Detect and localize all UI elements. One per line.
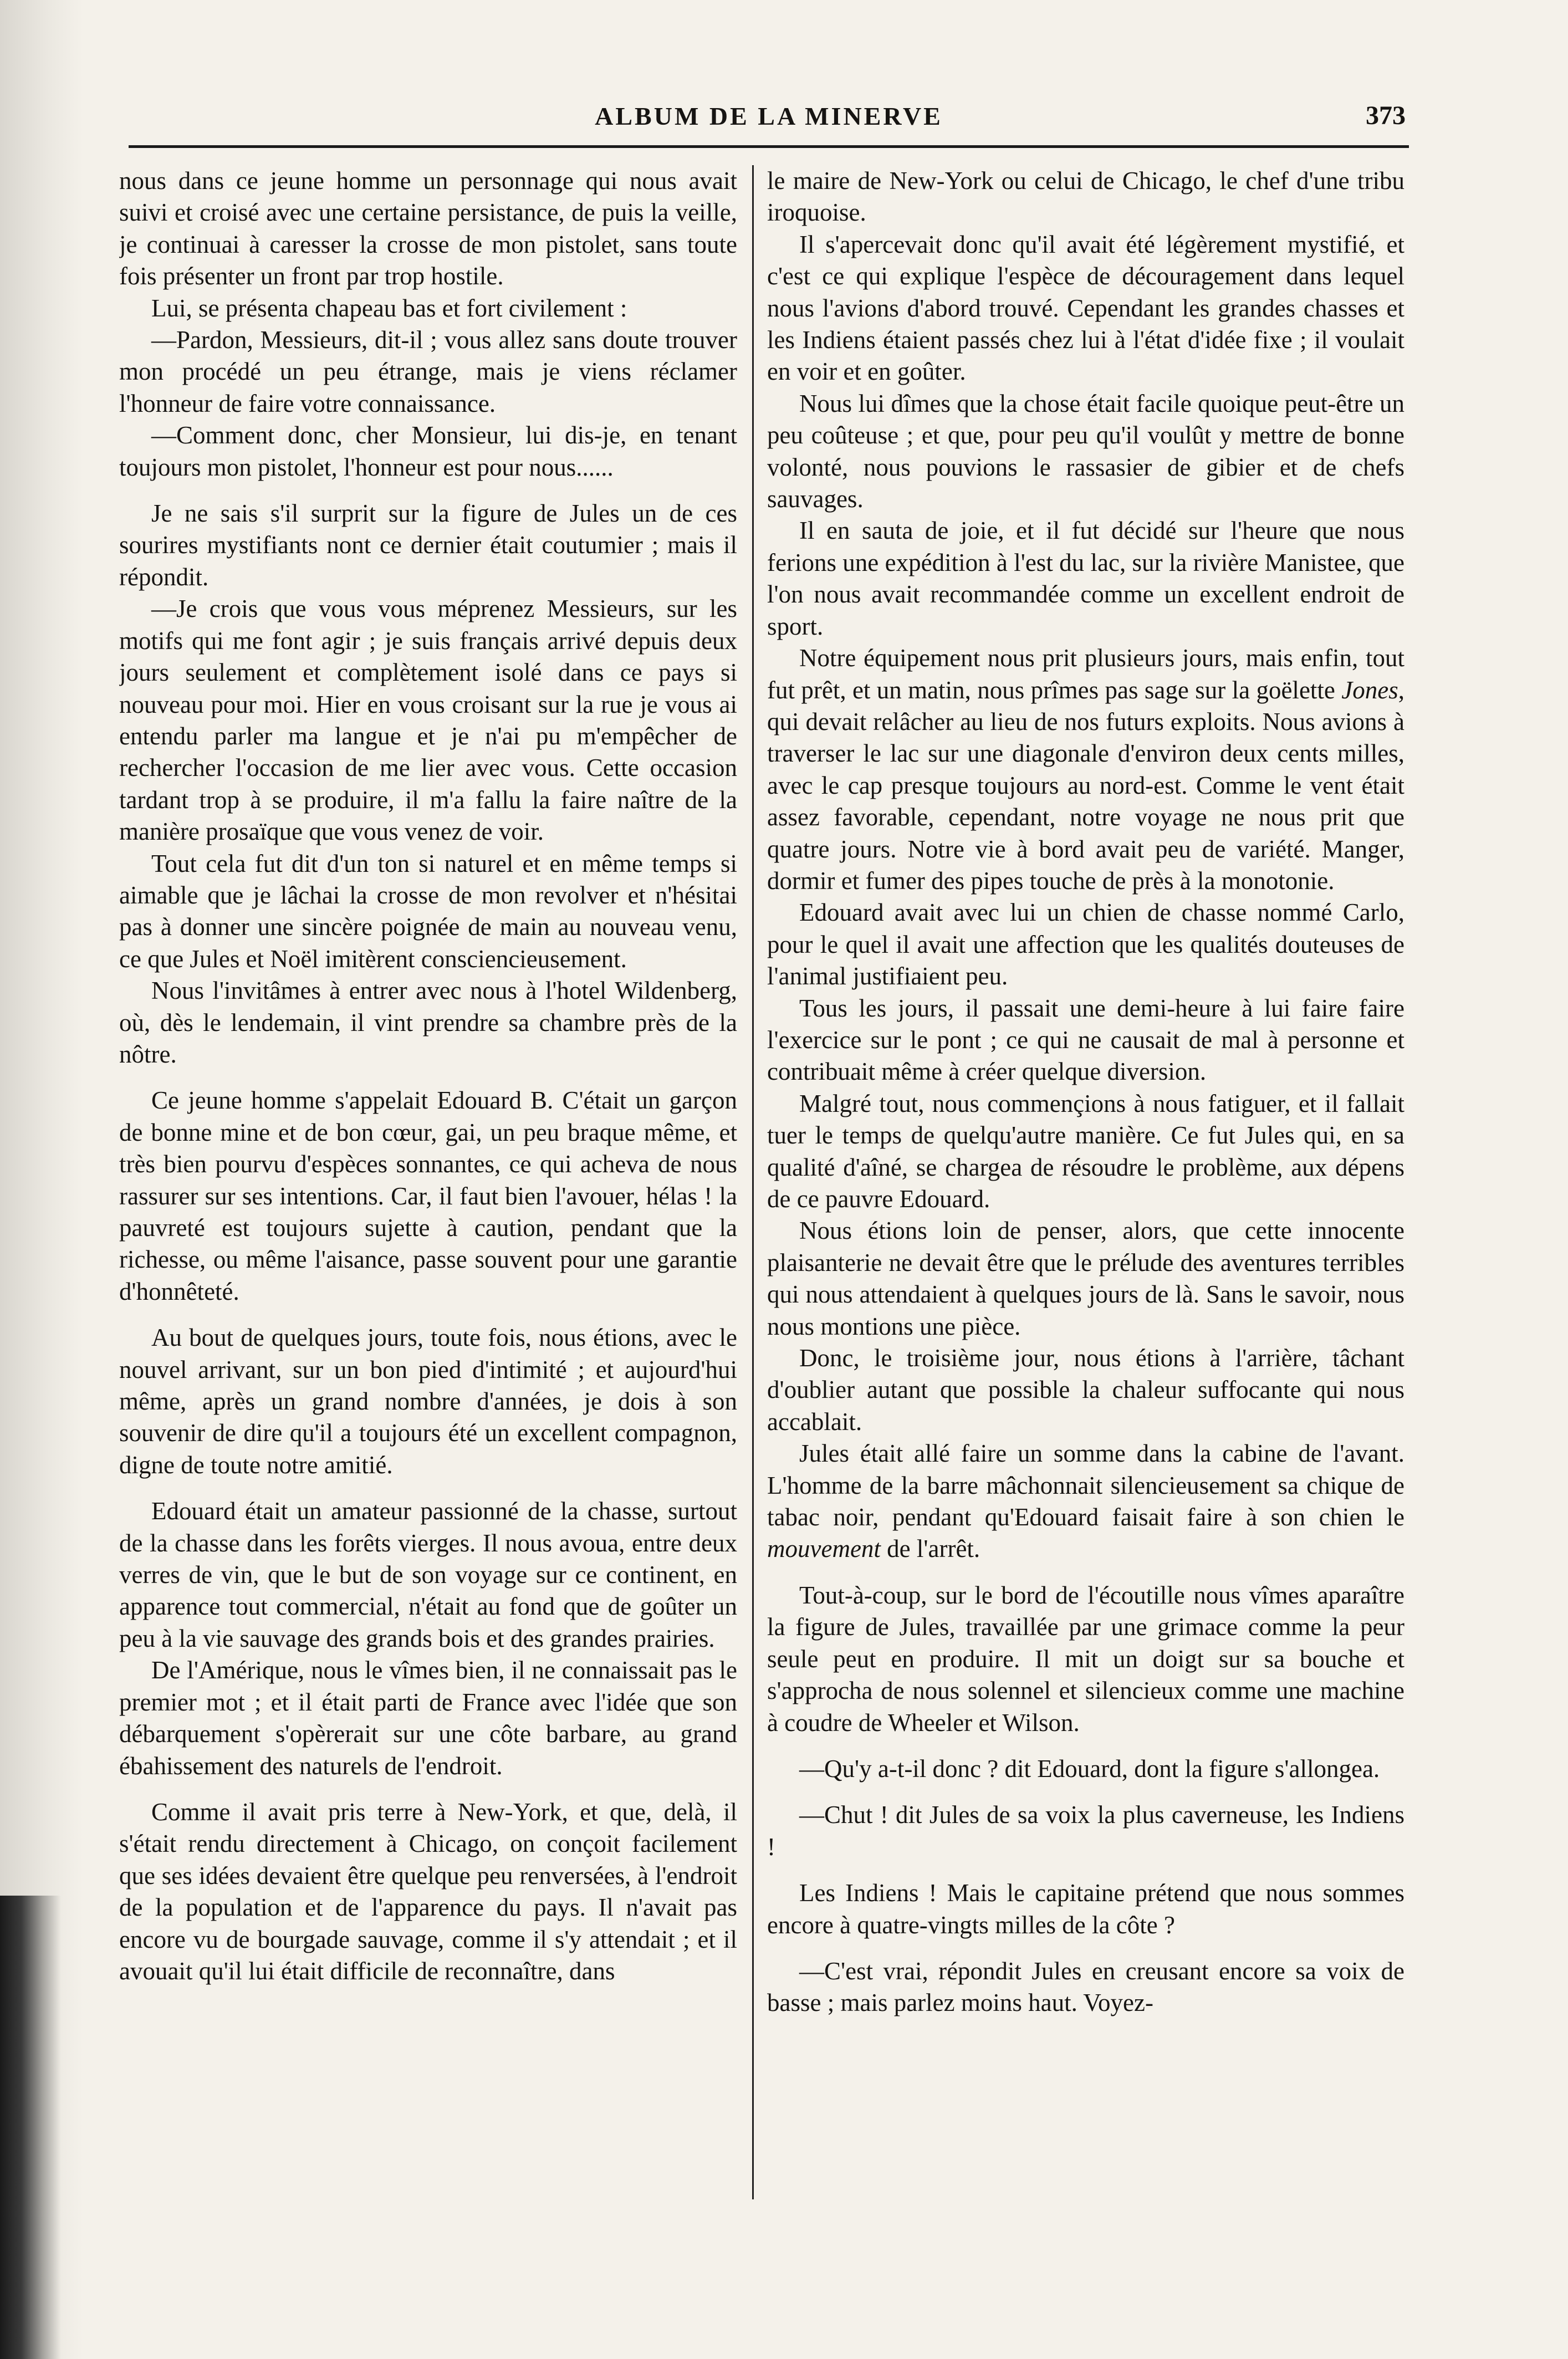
paragraph: Tout-à-coup, sur le bord de l'écoutille nous vîmes aparaître la figure de Jules, travaillée par une grimace comme la peur seule peut en produire. Il mit un doigt sur sa bouche et s'approcha de nous solennel et silencieux comme une machine à coudre de Wheeler et Wilson. — [767, 1581, 1404, 1737]
running-title: ALBUM DE LA MINERVE — [595, 102, 943, 130]
paragraph: —Chut ! dit Jules de sa voix la plus caverneuse, les Indiens ! — [767, 1801, 1404, 1861]
paragraph: Comme il avait pris terre à New-York, et que, delà, il s'était rendu directement à Chicago, on conçoit facilement que ses idées devaient être quelque peu renversées, à l'endroit de la population et de l'apparence du pays. Il n'avait pas encore vu de bourgade sauvage, comme il s'y attendait ; et il avouait qu'il lui était difficile de reconnaître, dans — [119, 1798, 737, 1985]
paragraph: —Pardon, Messieurs, dit-il ; vous allez sans doute trouver mon procédé un peu étrange, mais je viens réclamer l'honneur de faire votre connaissance. — [119, 326, 737, 417]
page-header — [129, 97, 1409, 147]
paragraph: nous dans ce jeune homme un personnage qui nous avait suivi et croisé avec une certaine persistance, de puis la veille, je continuai à caresser la crosse de mon pistolet, sans toute fois présenter un front par trop hostile. — [119, 167, 737, 290]
text-run: de l'arrêt. — [887, 1535, 980, 1563]
paragraph: Ce jeune homme s'appelait Edouard B. C'était un garçon de bonne mine et de bon cœur, gai, un peu braque même, et très bien pourvu d'espèces sonnantes, ce qui acheva de nous rassurer sur ses intentions. Car, il faut bien l'avouer, hélas ! la pauvreté est toujours sujette à caution, pendant que la richesse, ou même l'aisance, passe souvent pour une garantie d'honnêteté. — [119, 1086, 737, 1305]
paragraph: Edouard avait avec lui un chien de chasse nommé Carlo, pour le quel il avait une affection que les qualités douteuses de l'animal justifiaient peu. — [767, 898, 1404, 990]
paragraph: Tous les jours, il passait une demi-heure à lui faire faire l'exercice sur le pont ; ce qui ne causait de mal à personne et contribuait même à créer quelque diversion. — [767, 994, 1404, 1086]
paragraph: Les Indiens ! Mais le capitaine prétend que nous sommes encore à quatre-vingts milles de la côte ? — [767, 1879, 1404, 1939]
paragraph: —Comment donc, cher Monsieur, lui dis-je, en tenant toujours mon pistolet, l'honneur est pour nous...... — [119, 421, 737, 481]
ship-name: Jones — [1341, 676, 1398, 704]
paragraph: le maire de New-York ou celui de Chicago, le chef d'une tribu iroquoise. — [767, 167, 1404, 227]
left-column — [119, 165, 737, 2310]
paragraph: Edouard était un amateur passionné de la chasse, surtout de la chasse dans les forêts vierges. Il nous avoua, entre deux verres de vin, que le but de son voyage sur ce continent, en apparence tout commercial, n'était au fond que de goûter un peu à la vie sauvage des grands bois et des grandes prairies. — [119, 1497, 737, 1652]
paragraph: Je ne sais s'il surprit sur la figure de Jules un de ces sourires mystifiants nont ce dernier était coutumier ; mais il répondit. — [119, 499, 737, 591]
header-rule — [129, 145, 1409, 148]
binding-edge-shadow — [0, 1896, 61, 2359]
text-run: , qui devait relâcher au lieu de nos futurs exploits. Nous avions à traverser le lac sur une diagonale d'environ deux cents milles, avec le cap presque toujours au nord-est. Comme le vent était assez favorable, cependant, notre voyage ne nous prit que quatre jours. Notre vie à bord avait peu de variété. Manger, dormir et fumer des pipes touche de près à la monotonie. — [767, 676, 1404, 895]
paragraph: Nous l'invitâmes à entrer avec nous à l'hotel Wildenberg, où, dès le lendemain, il vint prendre sa chambre près de la nôtre. — [119, 977, 737, 1068]
paragraph: Il en sauta de joie, et il fut décidé sur l'heure que nous ferions une expédition à l'est du lac, sur la rivière Manistee, que l'on nous avait recommandée comme un excellent endroit de sport. — [767, 517, 1404, 640]
text-run: Notre équipement nous prit plusieurs jours, mais enfin, tout fut prêt, et un matin, nous prîmes pas sage sur la goëlette — [767, 644, 1404, 704]
paragraph: Il s'apercevait donc qu'il avait été légèrement mystifié, et c'est ce qui explique l'espèce de découragement dans lequel nous l'avions d'abord trouvé. Cependant les grandes chasses et les Indiens étaient passés chez lui à l'état d'idée fixe ; il voulait en voir et en goûter. — [767, 230, 1404, 386]
paragraph — [767, 642, 1404, 897]
paragraph: Donc, le troisième jour, nous étions à l'arrière, tâchant d'oublier autant que possible la chaleur suffocante qui nous accablait. — [767, 1344, 1404, 1436]
page-number: 373 — [1366, 101, 1406, 130]
text-run: Jules était allé faire un somme dans la cabine de l'avant. L'homme de la barre mâchonnait silencieusement sa chique de tabac noir, pendant qu'Edouard faisait faire à son chien le — [767, 1439, 1404, 1531]
paragraph: De l'Amérique, nous le vîmes bien, il ne connaissait pas le premier mot ; et il était parti de France avec l'idée que son débarquement s'opèrerait sur une côte barbare, au grand ébahissement des naturels de l'endroit. — [119, 1656, 737, 1780]
paragraph: Malgré tout, nous commençions à nous fatiguer, et il fallait tuer le temps de quelqu'autre manière. Ce fut Jules qui, en sa qualité d'aîné, se chargea de résoudre le problème, aux dépens de ce pauvre Edouard. — [767, 1089, 1404, 1213]
paragraph: Nous étions loin de penser, alors, que cette innocente plaisanterie ne devait être que le prélude des aventures terribles qui nous attendaient à quelques jours de là. Sans le savoir, nous nous montions une pièce. — [767, 1217, 1404, 1340]
emphasis: mouvement — [767, 1535, 881, 1563]
paragraph: Tout cela fut dit d'un ton si naturel et en même temps si aimable que je lâchai la crosse de mon revolver et n'hésitai pas à donner une sincère poignée de main au nouveau venu, ce que Jules et Noël imitèrent consciencieusement. — [119, 849, 737, 973]
paragraph: Nous lui dîmes que la chose était facile quoique peut-être un peu coûteuse ; et que, pour peu qu'il voulût y mettre de bonne volonté, nous pouvions le rassasier de gibier et de chefs sauvages. — [767, 389, 1404, 513]
paragraph: —Je crois que vous vous méprenez Messieurs, sur les motifs qui me font agir ; je suis français arrivé depuis deux jours seulement et complètement isolé dans ce pays si nouveau pour moi. Hier en vous croisant sur la rue je vous ai entendu parler ma langue et je n'ai pu m'empêcher de rechercher l'occasion de me lier avec vous. Cette occasion tardant trop à se produire, il m'a fallu la faire naître de la manière prosaïque que vous venez de voir. — [119, 595, 737, 846]
paragraph: —Qu'y a-t-il donc ? dit Edouard, dont la figure s'allongea. — [799, 1754, 1380, 1783]
paragraph: —C'est vrai, répondit Jules en creusant encore sa voix de basse ; mais parlez moins haut. Voyez- — [767, 1957, 1404, 2017]
column-divider — [752, 165, 754, 2199]
right-column — [767, 165, 1404, 2310]
paragraph: Lui, se présenta chapeau bas et fort civilement : — [151, 294, 627, 322]
paragraph — [767, 1438, 1404, 1565]
paragraph: Au bout de quelques jours, toute fois, nous étions, avec le nouvel arrivant, sur un bon pied d'intimité ; et aujourd'hui même, après un grand nombre d'années, je dois à son souvenir de dire qu'il a toujours été un excellent compagnon, digne de toute notre amitié. — [119, 1324, 737, 1479]
